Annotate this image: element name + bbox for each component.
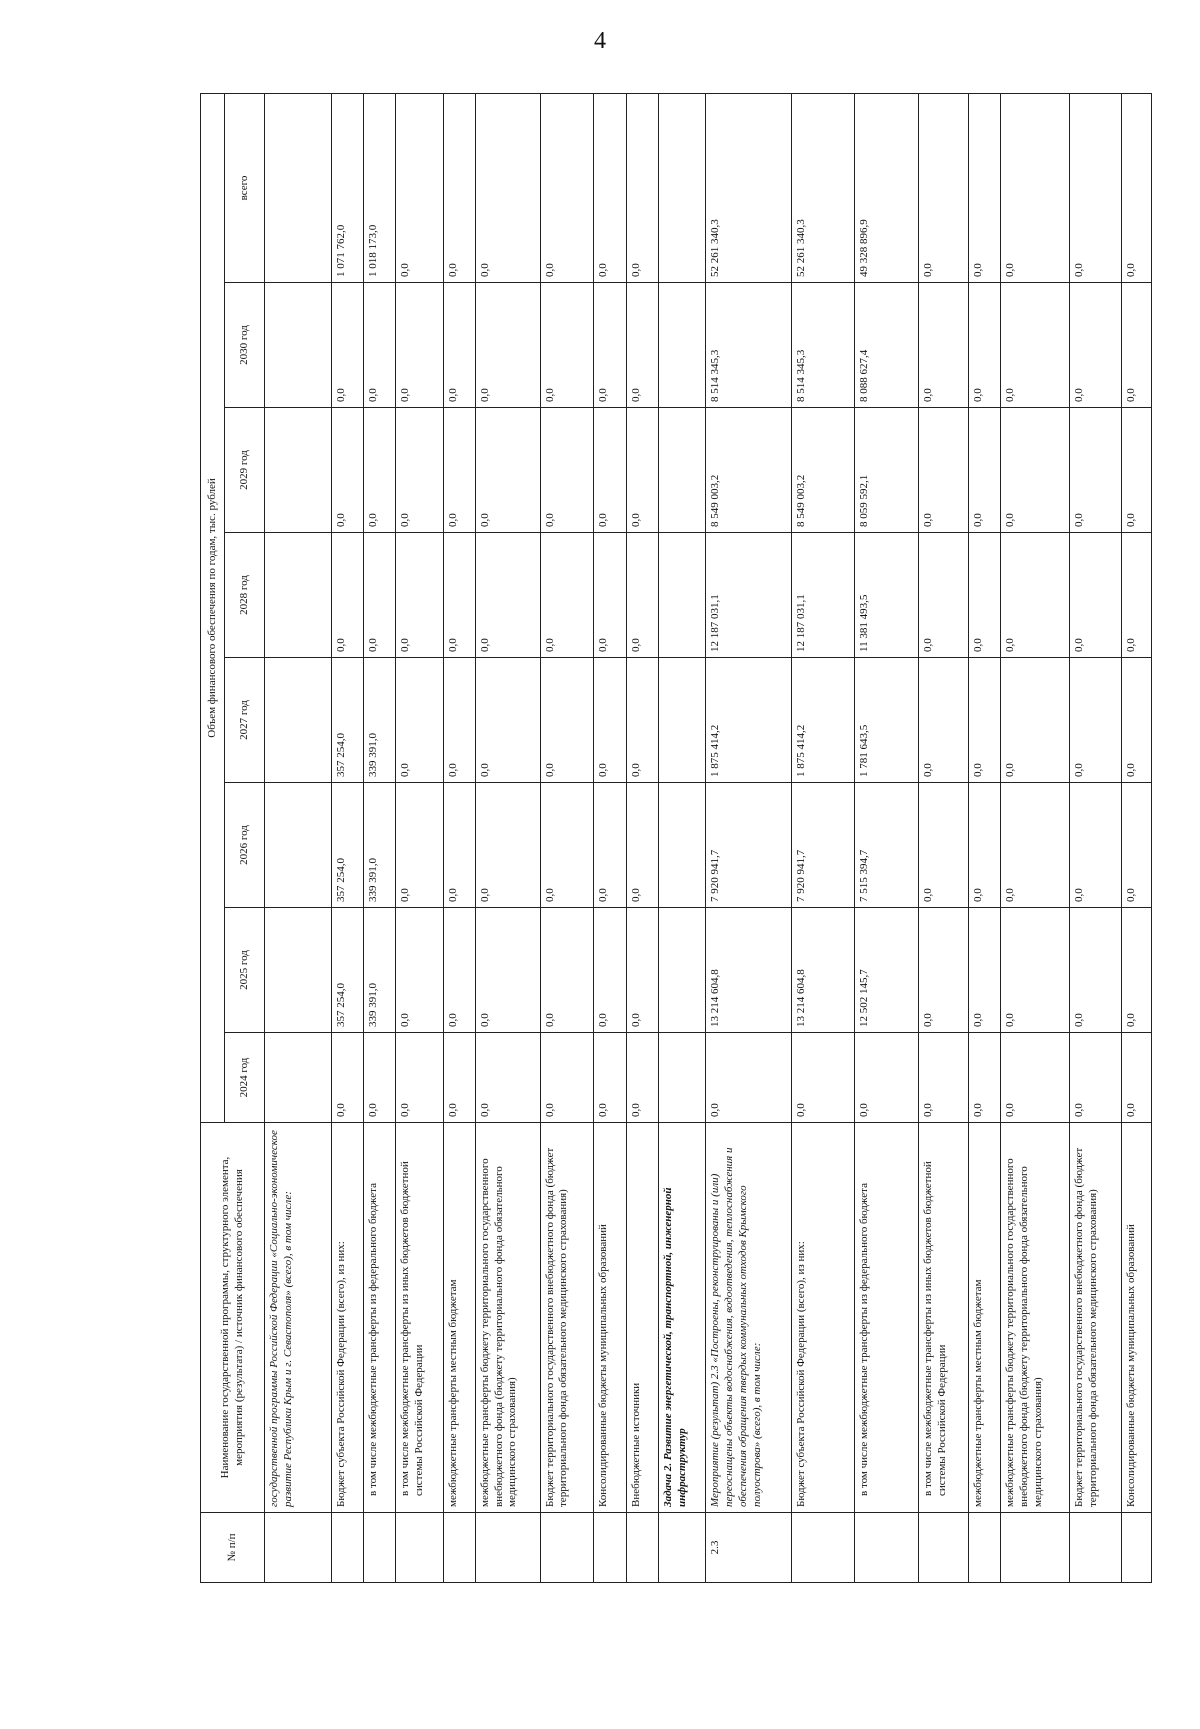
value-cell [265,658,332,783]
value-cell: 0,0 [1070,783,1122,908]
value-cell [658,93,705,282]
value-cell: 0,0 [626,783,658,908]
row-number [1070,1513,1122,1583]
row-number [626,1513,658,1583]
value-cell: 0,0 [1070,283,1122,408]
value-cell: 0,0 [968,93,1000,282]
value-cell: 0,0 [594,283,626,408]
table-row [265,93,332,1582]
value-cell: 0,0 [626,1033,658,1123]
header-year: 2030 год [225,283,265,408]
value-cell: 0,0 [1121,783,1151,908]
value-cell: 12 187 031,1 [792,533,854,658]
value-cell: 1 875 414,2 [792,658,854,783]
value-cell: 0,0 [1121,283,1151,408]
value-cell: 0,0 [1001,408,1070,533]
value-cell: 8 059 592,1 [854,408,919,533]
value-cell: 1 781 643,5 [854,658,919,783]
row-name: Мероприятие (результат) 2.3 «Построены, реконструированы и (или) переоснащены объекты водоснабжения, водоотведения, теплоснабжения и обеспечения обращения твердых коммунальных отходов Крымского полуострова» (всего), в том числе: [706,1123,792,1513]
value-cell: 0,0 [1121,93,1151,282]
row-name: Консолидированные бюджеты муниципальных образований [1121,1123,1151,1513]
value-cell: 0,0 [919,908,969,1033]
row-number [331,1513,363,1583]
value-cell: 0,0 [1121,1033,1151,1123]
row-number [475,1513,540,1583]
value-cell: 13 214 604,8 [706,908,792,1033]
value-cell: 7 920 941,7 [792,783,854,908]
value-cell: 0,0 [968,533,1000,658]
row-name: Задача 2. Развитие энергетической, транспортной, инженерной инфраструктур [658,1123,705,1513]
value-cell [265,408,332,533]
value-cell [265,283,332,408]
header-no: № п/п [201,1513,265,1583]
value-cell: 0,0 [1121,658,1151,783]
value-cell: 0,0 [396,658,443,783]
value-cell: 0,0 [475,93,540,282]
value-cell: 0,0 [968,783,1000,908]
header-year: 2027 год [225,658,265,783]
value-cell [658,908,705,1033]
value-cell [265,533,332,658]
row-number [854,1513,919,1583]
row-name: Бюджет территориального государственного внебюджетного фонда (бюджет территориального фонда обязательного медицинского страхования) [1070,1123,1122,1513]
value-cell: 0,0 [540,283,594,408]
value-cell: 0,0 [1070,408,1122,533]
value-cell: 0,0 [443,1033,475,1123]
row-name: межбюджетные трансферты бюджету территориального государственного внебюджетного фонда (бюджету территориального фонда обязательного медицинского страхования) [1001,1123,1070,1513]
value-cell: 8 514 345,3 [792,283,854,408]
table-body [265,93,1152,1582]
value-cell: 0,0 [968,408,1000,533]
value-cell: 0,0 [475,658,540,783]
value-cell: 0,0 [1070,908,1122,1033]
row-number [658,1513,705,1583]
row-number [792,1513,854,1583]
value-cell: 0,0 [1001,93,1070,282]
value-cell: 0,0 [540,1033,594,1123]
value-cell: 0,0 [1001,533,1070,658]
value-cell: 0,0 [1001,658,1070,783]
row-name: в том числе межбюджетные трансферты из иных бюджетов бюджетной системы Российской Федерации [396,1123,443,1513]
value-cell [265,93,332,282]
value-cell: 7 515 394,7 [854,783,919,908]
value-cell: 0,0 [1070,93,1122,282]
value-cell [658,783,705,908]
value-cell: 0,0 [594,408,626,533]
value-cell: 0,0 [919,283,969,408]
value-cell: 0,0 [706,1033,792,1123]
row-number [1121,1513,1151,1583]
value-cell: 0,0 [475,533,540,658]
value-cell: 0,0 [594,1033,626,1123]
value-cell: 0,0 [626,408,658,533]
value-cell: 0,0 [443,408,475,533]
value-cell: 0,0 [443,533,475,658]
value-cell: 8 549 003,2 [792,408,854,533]
row-name: Консолидированные бюджеты муниципальных образований [594,1123,626,1513]
value-cell: 357 254,0 [331,908,363,1033]
value-cell [265,908,332,1033]
value-cell: 0,0 [475,908,540,1033]
value-cell: 0,0 [475,283,540,408]
value-cell [658,283,705,408]
value-cell: 0,0 [626,93,658,282]
value-cell: 0,0 [540,533,594,658]
value-cell: 1 018 173,0 [364,93,396,282]
value-cell [658,408,705,533]
value-cell: 0,0 [968,658,1000,783]
row-number [364,1513,396,1583]
value-cell: 0,0 [1070,533,1122,658]
value-cell: 0,0 [540,93,594,282]
table-row [364,93,396,1582]
value-cell: 52 261 340,3 [792,93,854,282]
value-cell: 0,0 [475,783,540,908]
header-year: 2026 год [225,783,265,908]
value-cell: 357 254,0 [331,658,363,783]
row-name: Внебюджетные источники [626,1123,658,1513]
value-cell: 0,0 [626,908,658,1033]
row-number [540,1513,594,1583]
value-cell: 0,0 [364,1033,396,1123]
value-cell: 11 381 493,5 [854,533,919,658]
value-cell: 0,0 [1001,1033,1070,1123]
value-cell: 0,0 [396,408,443,533]
value-cell: 0,0 [364,408,396,533]
value-cell: 0,0 [1001,783,1070,908]
row-name: Бюджет субъекта Российской Федерации (всего), из них: [331,1123,363,1513]
value-cell: 13 214 604,8 [792,908,854,1033]
value-cell: 0,0 [396,283,443,408]
value-cell: 357 254,0 [331,783,363,908]
value-cell: 0,0 [1121,533,1151,658]
row-number [968,1513,1000,1583]
value-cell: 0,0 [919,783,969,908]
value-cell: 339 391,0 [364,658,396,783]
value-cell: 8 549 003,2 [706,408,792,533]
row-number [265,1513,332,1583]
value-cell: 0,0 [364,283,396,408]
header-year: 2029 год [225,408,265,533]
value-cell: 0,0 [594,658,626,783]
value-cell: 0,0 [968,908,1000,1033]
table-row [792,93,854,1582]
value-cell: 12 502 145,7 [854,908,919,1033]
table-row [968,93,1000,1582]
value-cell: 0,0 [540,658,594,783]
value-cell: 0,0 [919,658,969,783]
header-year: 2028 год [225,533,265,658]
value-cell: 0,0 [443,658,475,783]
value-cell: 0,0 [475,408,540,533]
value-cell: 0,0 [1070,658,1122,783]
value-cell: 0,0 [443,908,475,1033]
value-cell: 12 187 031,1 [706,533,792,658]
value-cell: 0,0 [919,1033,969,1123]
value-cell [658,658,705,783]
value-cell [658,1033,705,1123]
value-cell: 49 328 896,9 [854,93,919,282]
value-cell: 0,0 [919,93,969,282]
table-row [540,93,594,1582]
header-volume: Объем финансового обеспечения по годам, тыс. рублей [201,93,225,1122]
value-cell: 0,0 [594,93,626,282]
row-name: межбюджетные трансферты местным бюджетам [443,1123,475,1513]
table-row [854,93,919,1582]
table-row [475,93,540,1582]
table-row [626,93,658,1582]
value-cell: 7 920 941,7 [706,783,792,908]
table-row [594,93,626,1582]
header-year: 2025 год [225,908,265,1033]
row-number [1001,1513,1070,1583]
value-cell: 0,0 [443,283,475,408]
row-name: в том числе межбюджетные трансферты из федерального бюджета [854,1123,919,1513]
value-cell: 0,0 [626,283,658,408]
value-cell: 0,0 [396,783,443,908]
value-cell: 0,0 [919,533,969,658]
value-cell: 0,0 [443,93,475,282]
table-row [919,93,969,1582]
row-name: в том числе межбюджетные трансферты из иных бюджетов бюджетной системы Российской Федерации [919,1123,969,1513]
financing-table [200,93,1152,1583]
row-number [443,1513,475,1583]
row-name: в том числе межбюджетные трансферты из федерального бюджета [364,1123,396,1513]
value-cell: 0,0 [594,533,626,658]
value-cell: 0,0 [396,93,443,282]
value-cell: 0,0 [396,533,443,658]
rotated-table-wrapper [200,94,1152,1583]
value-cell: 0,0 [1001,283,1070,408]
value-cell: 339 391,0 [364,783,396,908]
value-cell: 0,0 [364,533,396,658]
value-cell: 0,0 [1121,908,1151,1033]
row-name: Бюджет субъекта Российской Федерации (всего), из них: [792,1123,854,1513]
value-cell: 0,0 [854,1033,919,1123]
value-cell: 0,0 [443,783,475,908]
table-row [396,93,443,1582]
value-cell: 52 261 340,3 [706,93,792,282]
value-cell: 1 071 762,0 [331,93,363,282]
table-row [1070,93,1122,1582]
value-cell: 0,0 [540,783,594,908]
value-cell: 0,0 [968,1033,1000,1123]
header-year: 2024 год [225,1033,265,1123]
table-row [1001,93,1070,1582]
row-number [919,1513,969,1583]
value-cell: 0,0 [1121,408,1151,533]
value-cell: 0,0 [968,283,1000,408]
table-row [658,93,705,1582]
table-row [331,93,363,1582]
value-cell: 0,0 [792,1033,854,1123]
value-cell: 0,0 [475,1033,540,1123]
row-name: государственной программы Российской Федерации «Социально-экономическое развитие Республики Крым и г. Севастополя» (всего), в том числе: [265,1123,332,1513]
value-cell: 0,0 [594,908,626,1033]
row-number [396,1513,443,1583]
value-cell: 0,0 [331,408,363,533]
row-number [594,1513,626,1583]
value-cell: 0,0 [396,1033,443,1123]
value-cell: 0,0 [540,408,594,533]
value-cell: 0,0 [540,908,594,1033]
value-cell: 0,0 [396,908,443,1033]
header-name: Наименование государственной программы, структурного элемента, мероприятия (результата) / источник финансового обеспечения [201,1123,265,1513]
value-cell: 0,0 [1001,908,1070,1033]
row-name: Бюджет территориального государственного внебюджетного фонда (бюджет территориального фонда обязательного медицинского страхования) [540,1123,594,1513]
value-cell: 0,0 [1070,1033,1122,1123]
row-name: межбюджетные трансферты бюджету территориального государственного внебюджетного фонда (бюджету территориального фонда обязательного медицинского страхования) [475,1123,540,1513]
row-name: межбюджетные трансферты местным бюджетам [968,1123,1000,1513]
table-row [1121,93,1151,1582]
value-cell: 8 514 345,3 [706,283,792,408]
value-cell: 0,0 [626,533,658,658]
value-cell: 0,0 [594,783,626,908]
value-cell [658,533,705,658]
table-row [443,93,475,1582]
value-cell: 0,0 [331,283,363,408]
value-cell [265,1033,332,1123]
value-cell: 0,0 [331,533,363,658]
value-cell [265,783,332,908]
value-cell: 0,0 [919,408,969,533]
table-row [706,93,792,1582]
value-cell: 339 391,0 [364,908,396,1033]
page-number: 4 [594,28,606,54]
header-total: всего [225,93,265,282]
value-cell: 1 875 414,2 [706,658,792,783]
value-cell: 8 088 627,4 [854,283,919,408]
value-cell: 0,0 [331,1033,363,1123]
value-cell: 0,0 [626,658,658,783]
row-number: 2.3 [706,1513,792,1583]
